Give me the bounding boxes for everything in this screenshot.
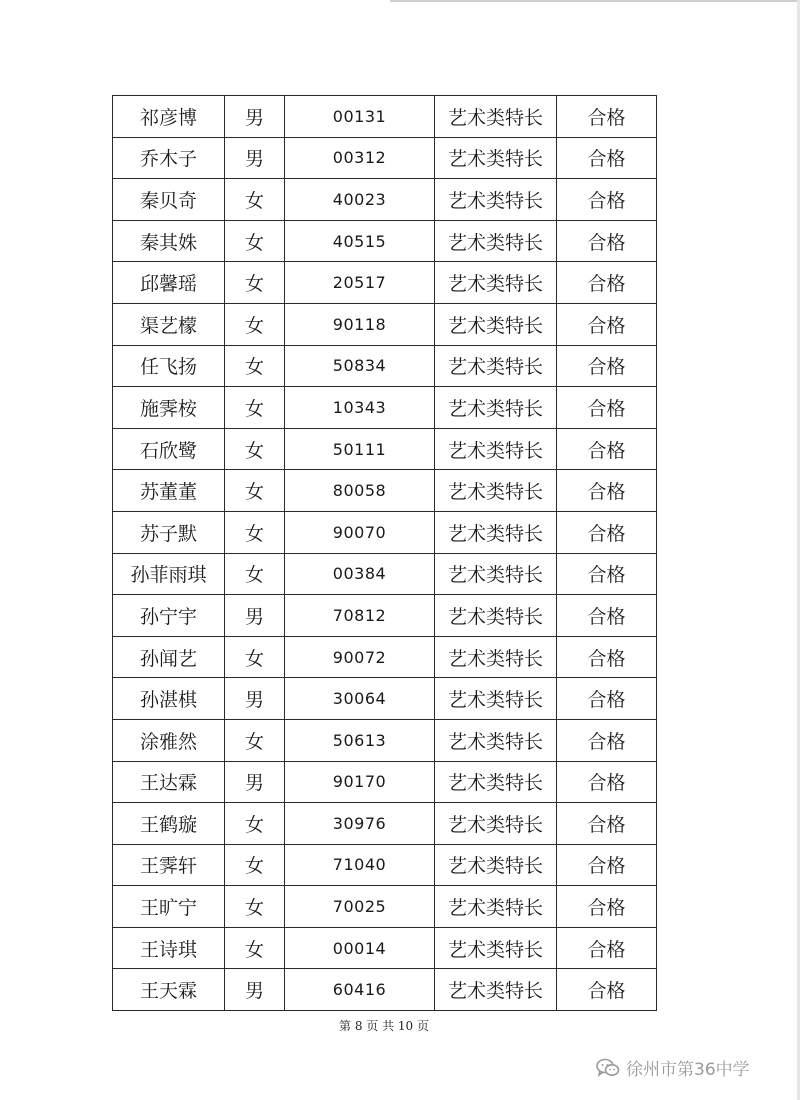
student-name-cell: 石欣鹭: [113, 428, 225, 470]
student-name-cell: 王旷宁: [113, 886, 225, 928]
table-row: [113, 220, 657, 262]
result-cell: 合格: [557, 927, 657, 969]
result-cell: 合格: [557, 553, 657, 595]
exam-number-cell: 70025: [285, 886, 435, 928]
table-row: [113, 636, 657, 678]
exam-number-cell: 80058: [285, 470, 435, 512]
exam-number-cell: 90070: [285, 511, 435, 553]
category-cell: 艺术类特长: [435, 345, 557, 387]
student-name-cell: 王达霖: [113, 761, 225, 803]
result-cell: 合格: [557, 969, 657, 1011]
page-number: 第 8 页 共 10 页: [339, 1019, 429, 1033]
exam-number-cell: 00312: [285, 137, 435, 179]
category-cell: 艺术类特长: [435, 719, 557, 761]
result-cell: 合格: [557, 470, 657, 512]
exam-number-cell: 50834: [285, 345, 435, 387]
gender-cell: 女: [225, 803, 285, 845]
gender-cell: 女: [225, 387, 285, 429]
gender-cell: 女: [225, 719, 285, 761]
result-cell: 合格: [557, 303, 657, 345]
table-row: [113, 803, 657, 845]
result-cell: 合格: [557, 511, 657, 553]
table-row: [113, 678, 657, 720]
gender-cell: 女: [225, 303, 285, 345]
table-row: [113, 470, 657, 512]
category-cell: 艺术类特长: [435, 387, 557, 429]
gender-cell: 女: [225, 844, 285, 886]
result-cell: 合格: [557, 761, 657, 803]
result-cell: 合格: [557, 345, 657, 387]
gender-cell: 男: [225, 595, 285, 637]
category-cell: 艺术类特长: [435, 179, 557, 221]
gender-cell: 男: [225, 137, 285, 179]
table-row: [113, 96, 657, 138]
exam-number-cell: 60416: [285, 969, 435, 1011]
result-cell: 合格: [557, 428, 657, 470]
table-row: [113, 511, 657, 553]
table-row: [113, 886, 657, 928]
category-cell: 艺术类特长: [435, 137, 557, 179]
result-cell: 合格: [557, 803, 657, 845]
category-cell: 艺术类特长: [435, 428, 557, 470]
table-row: [113, 428, 657, 470]
gender-cell: 女: [225, 470, 285, 512]
category-cell: 艺术类特长: [435, 262, 557, 304]
student-name-cell: 施霁桉: [113, 387, 225, 429]
table-row: [113, 595, 657, 637]
table-row: [113, 345, 657, 387]
watermark-text: 徐州市第36中学: [626, 1060, 750, 1080]
exam-number-cell: 00131: [285, 96, 435, 138]
exam-number-cell: 40515: [285, 220, 435, 262]
student-name-cell: 王天霖: [113, 969, 225, 1011]
exam-number-cell: 50613: [285, 719, 435, 761]
gender-cell: 男: [225, 761, 285, 803]
result-cell: 合格: [557, 137, 657, 179]
results-table: [112, 95, 657, 1011]
table-row: [113, 844, 657, 886]
category-cell: 艺术类特长: [435, 511, 557, 553]
wechat-icon: [596, 1058, 620, 1078]
gender-cell: 女: [225, 636, 285, 678]
table-row: [113, 927, 657, 969]
student-name-cell: 王诗琪: [113, 927, 225, 969]
student-name-cell: 任飞扬: [113, 345, 225, 387]
student-name-cell: 邱馨瑶: [113, 262, 225, 304]
gender-cell: 女: [225, 511, 285, 553]
gender-cell: 女: [225, 179, 285, 221]
result-cell: 合格: [557, 387, 657, 429]
category-cell: 艺术类特长: [435, 803, 557, 845]
student-name-cell: 乔木子: [113, 137, 225, 179]
exam-number-cell: 90072: [285, 636, 435, 678]
category-cell: 艺术类特长: [435, 886, 557, 928]
student-name-cell: 孙湛棋: [113, 678, 225, 720]
exam-number-cell: 30976: [285, 803, 435, 845]
category-cell: 艺术类特长: [435, 220, 557, 262]
result-cell: 合格: [557, 179, 657, 221]
exam-number-cell: 20517: [285, 262, 435, 304]
exam-number-cell: 30064: [285, 678, 435, 720]
student-name-cell: 秦其姝: [113, 220, 225, 262]
table-row: [113, 387, 657, 429]
student-name-cell: 孙菲雨琪: [113, 553, 225, 595]
category-cell: 艺术类特长: [435, 844, 557, 886]
result-cell: 合格: [557, 844, 657, 886]
account-watermark: [596, 1055, 750, 1080]
gender-cell: 男: [225, 678, 285, 720]
category-cell: 艺术类特长: [435, 678, 557, 720]
gender-cell: 男: [225, 969, 285, 1011]
exam-number-cell: 71040: [285, 844, 435, 886]
table-row: [113, 262, 657, 304]
gender-cell: 女: [225, 886, 285, 928]
gender-cell: 女: [225, 927, 285, 969]
gender-cell: 男: [225, 96, 285, 138]
student-name-cell: 渠艺檬: [113, 303, 225, 345]
student-name-cell: 祁彦博: [113, 96, 225, 138]
exam-number-cell: 90170: [285, 761, 435, 803]
student-name-cell: 苏董董: [113, 470, 225, 512]
student-name-cell: 王鹤璇: [113, 803, 225, 845]
result-cell: 合格: [557, 678, 657, 720]
gender-cell: 女: [225, 428, 285, 470]
result-cell: 合格: [557, 96, 657, 138]
table-row: [113, 179, 657, 221]
gender-cell: 女: [225, 553, 285, 595]
category-cell: 艺术类特长: [435, 636, 557, 678]
category-cell: 艺术类特长: [435, 761, 557, 803]
student-name-cell: 苏子默: [113, 511, 225, 553]
page-edge: [390, 0, 800, 2]
category-cell: 艺术类特长: [435, 927, 557, 969]
table-row: [113, 969, 657, 1011]
result-cell: 合格: [557, 719, 657, 761]
category-cell: 艺术类特长: [435, 969, 557, 1011]
category-cell: 艺术类特长: [435, 595, 557, 637]
table-row: [113, 553, 657, 595]
category-cell: 艺术类特长: [435, 96, 557, 138]
student-name-cell: 涂雅然: [113, 719, 225, 761]
gender-cell: 女: [225, 220, 285, 262]
exam-number-cell: 00014: [285, 927, 435, 969]
category-cell: 艺术类特长: [435, 303, 557, 345]
exam-number-cell: 70812: [285, 595, 435, 637]
table-row: [113, 761, 657, 803]
exam-number-cell: 00384: [285, 553, 435, 595]
student-name-cell: 孙宁宇: [113, 595, 225, 637]
category-cell: 艺术类特长: [435, 553, 557, 595]
exam-number-cell: 90118: [285, 303, 435, 345]
results-table-body: [113, 96, 657, 1011]
table-row: [113, 137, 657, 179]
gender-cell: 女: [225, 345, 285, 387]
table-row: [113, 719, 657, 761]
result-cell: 合格: [557, 636, 657, 678]
result-cell: 合格: [557, 595, 657, 637]
result-cell: 合格: [557, 262, 657, 304]
result-cell: 合格: [557, 886, 657, 928]
table-row: [113, 303, 657, 345]
gender-cell: 女: [225, 262, 285, 304]
category-cell: 艺术类特长: [435, 470, 557, 512]
exam-number-cell: 10343: [285, 387, 435, 429]
student-name-cell: 孙闻艺: [113, 636, 225, 678]
student-name-cell: 王霁轩: [113, 844, 225, 886]
result-cell: 合格: [557, 220, 657, 262]
exam-number-cell: 50111: [285, 428, 435, 470]
exam-number-cell: 40023: [285, 179, 435, 221]
student-name-cell: 秦贝奇: [113, 179, 225, 221]
